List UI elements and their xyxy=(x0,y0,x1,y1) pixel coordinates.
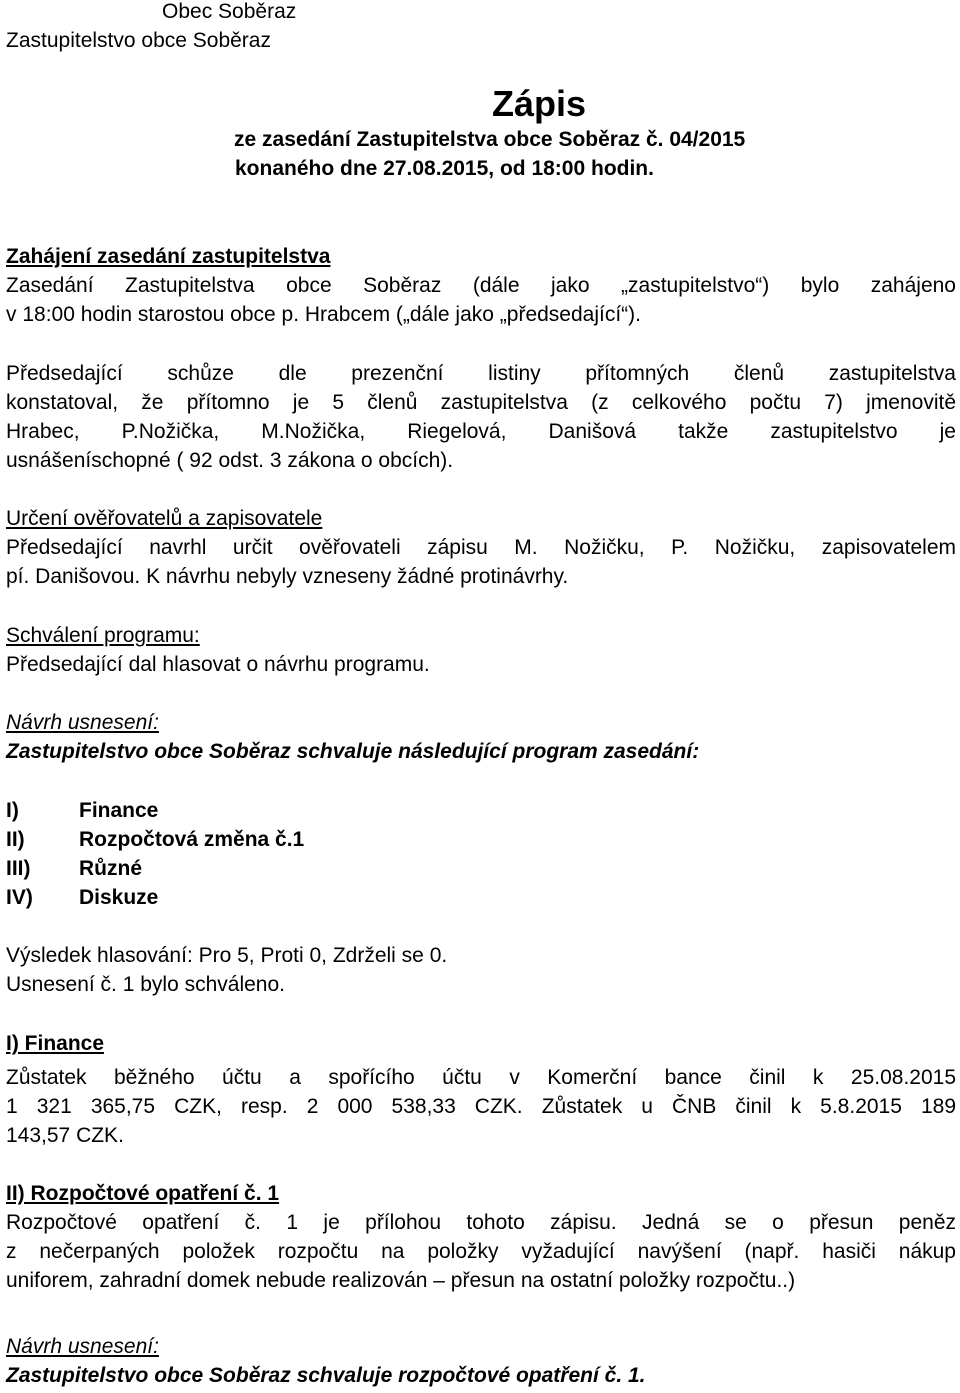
verifiers-line: Předsedající navrhl určit ověřovateli zápisu M. Nožičku, P. Nožičku, zapisovatelem xyxy=(6,536,956,559)
attendance-line: Hrabec, P.Nožička, M.Nožička, Riegelová, Danišová takže zastupitelstvo je xyxy=(6,420,956,443)
program-item-label: Diskuze xyxy=(79,886,159,909)
program-item-label: Různé xyxy=(79,857,142,880)
document-subtitle-date: konaného dne 27.08.2015, od 18:00 hodin. xyxy=(235,157,654,180)
document-title: Zápis xyxy=(492,83,587,124)
program-proposal-heading: Návrh usnesení: xyxy=(6,711,159,734)
budget-heading: II) Rozpočtové opatření č. 1 xyxy=(6,1182,280,1205)
program-item-label: Finance xyxy=(79,799,159,822)
council-name: Zastupitelstvo obce Soběraz xyxy=(6,29,271,52)
program-item-number: II) xyxy=(6,828,25,851)
finance-heading: I) Finance xyxy=(6,1032,105,1055)
budget-proposal-text: Zastupitelstvo obce Soběraz schvaluje rozpočtové opatření č. 1. xyxy=(6,1364,646,1387)
program-item-number: III) xyxy=(6,857,31,880)
budget-line: z nečerpaných položek rozpočtu na položky vyžadující navýšení (např. hasiči nákup xyxy=(6,1240,956,1263)
resolution-result: Usnesení č. 1 bylo schváleno. xyxy=(6,973,285,996)
verifiers-line: pí. Danišovou. K návrhu nebyly vzneseny žádné protinávrhy. xyxy=(6,565,569,588)
opening-heading: Zahájení zasedání zastupitelstva xyxy=(6,245,331,268)
finance-line: Zůstatek běžného účtu a spořícího účtu v Komerční bance činil k 25.08.2015 xyxy=(6,1066,956,1089)
program-text: Předsedající dal hlasovat o návrhu programu. xyxy=(6,653,430,676)
finance-line: 143,57 CZK. xyxy=(6,1124,124,1147)
budget-line: uniforem, zahradní domek nebude realizován – přesun na ostatní položky rozpočtu..) xyxy=(6,1269,796,1292)
finance-line: 1 321 365,75 CZK, resp. 2 000 538,33 CZK. Zůstatek u ČNB činil k 5.8.2015 189 xyxy=(6,1095,956,1118)
program-heading: Schválení programu: xyxy=(6,624,200,647)
document-subtitle-session: ze zasedání Zastupitelstva obce Soběraz č. 04/2015 xyxy=(234,128,746,151)
vote-result: Výsledek hlasování: Pro 5, Proti 0, Zdrželi se 0. xyxy=(6,944,448,967)
opening-line: v 18:00 hodin starostou obce p. Hrabcem („dále jako „předsedající“). xyxy=(6,303,641,326)
opening-line: Zasedání Zastupitelstva obce Soběraz (dále jako „zastupitelstvo“) bylo zahájeno xyxy=(6,274,956,297)
attendance-line: konstatoval, že přítomno je 5 členů zastupitelstva (z celkového počtu 7) jmenovitě xyxy=(6,391,956,414)
attendance-line: Předsedající schůze dle prezenční listiny přítomných členů zastupitelstva xyxy=(6,362,956,385)
attendance-line: usnášeníschopné ( 92 odst. 3 zákona o obcích). xyxy=(6,449,454,472)
verifiers-heading: Určení ověřovatelů a zapisovatele xyxy=(6,507,323,530)
budget-line: Rozpočtové opatření č. 1 je přílohou tohoto zápisu. Jedná se o přesun peněz xyxy=(6,1211,956,1234)
budget-proposal-heading: Návrh usnesení: xyxy=(6,1335,159,1358)
program-item-label: Rozpočtová změna č.1 xyxy=(79,828,305,851)
program-item-number: IV) xyxy=(6,886,33,909)
municipality-name: Obec Soběraz xyxy=(162,0,297,23)
program-item-number: I) xyxy=(6,799,19,822)
program-proposal-text: Zastupitelstvo obce Soběraz schvaluje následující program zasedání: xyxy=(6,740,700,763)
